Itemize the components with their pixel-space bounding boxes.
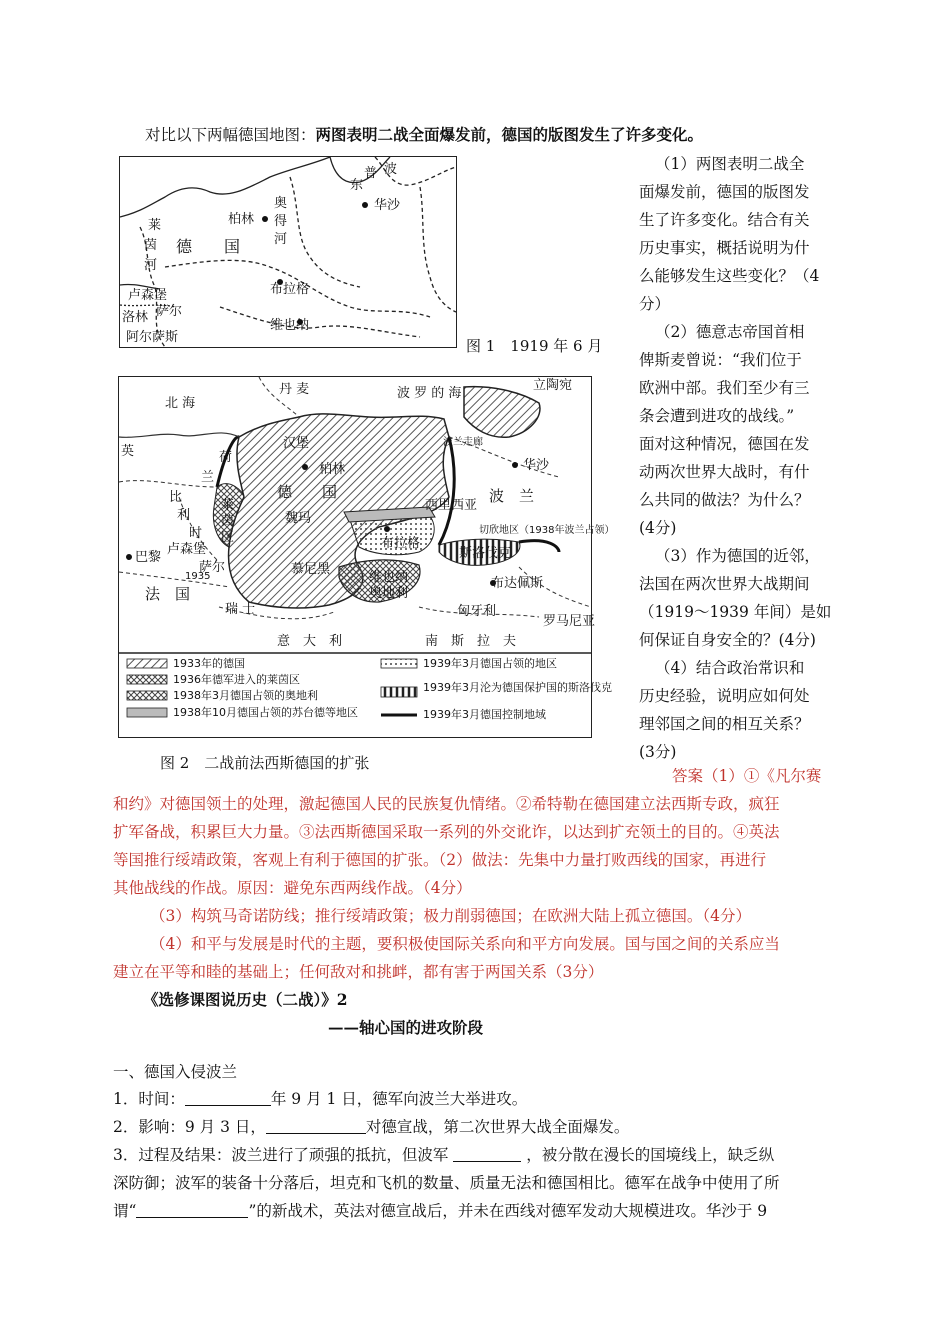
question-line: 面爆发前，德国的版图发 [639, 183, 810, 201]
fig2-label-belgium3: 时 [189, 526, 203, 541]
fig1-label-oder2: 得 [274, 214, 288, 229]
question-line: （1919～1939 年间）是如 [639, 603, 832, 621]
fig2-label-rhine2: 茵 [221, 514, 235, 529]
fig2-coast [119, 433, 239, 437]
fig1-label-luxembourg: 卢森堡 [128, 288, 168, 303]
fig2-prague-dot [384, 526, 390, 532]
fig2-label-lithuania: 立陶宛 [533, 378, 573, 393]
fig2-legend [127, 656, 612, 721]
question-line: (4分) [639, 519, 677, 537]
figure-2-map [118, 376, 615, 738]
fig2-label-switzerland: 瑞 士 [225, 602, 256, 617]
fig2-label-belgium2: 利 [177, 508, 191, 523]
blank-countries[interactable] [266, 1117, 366, 1134]
fig1-label-rhine3: 河 [144, 258, 158, 273]
question-line: 历史经验，说明应如何处 [639, 687, 810, 705]
question-line: 何保证自身安全的？(4分) [639, 631, 816, 649]
question-line: （1）两图表明二战全 [655, 155, 805, 173]
blank-tactic[interactable] [136, 1201, 248, 1218]
item-3-suffix: ，被分散在漫长的国境线上，缺乏纵 [526, 1146, 775, 1164]
fig2-label-budapest: 布达佩斯 [491, 576, 544, 591]
legend-label-1939: 1939年3月德国占领的地区 [423, 657, 557, 670]
question-line: 理邻国之间的相互关系？ [639, 715, 810, 733]
legend-swatch-austria [127, 691, 167, 700]
fig2-label-yugoslavia: 南 斯 拉 夫 [425, 634, 517, 649]
answer-3: （3）构筑马奇诺防线；推行绥靖政策；极力削弱德国；在欧洲大陆上孤立德国。（4分） [150, 907, 751, 925]
fig1-label-rhine1: 莱 [148, 218, 162, 233]
fig1-coast-north [120, 157, 330, 217]
fig2-label-munich: 慕尼黑 [291, 562, 331, 577]
question-line: 历史事实，概括说明为什 [639, 239, 810, 257]
fig2-label-rhine1: 莱 [221, 498, 235, 513]
fig1-label-vienna: 维也纳 [270, 318, 310, 333]
item-3-line-1 [113, 1141, 841, 1170]
figure-1-map [119, 156, 457, 348]
fig2-label-luxembourg: 卢森堡 [167, 542, 207, 557]
legend-label-rhineland: 1936年德军进入的莱茵区 [173, 673, 300, 686]
item-1-suffix: 年 9 月 1 日，德军向波兰大举进攻。 [270, 1090, 528, 1108]
fig2-berlin-dot [302, 464, 308, 470]
answer-lead: 答案（1）①《凡尔赛 [672, 767, 822, 785]
fig2-label-vienna: 维也纳 [369, 570, 409, 585]
legend-label-slovakia: 1939年3月沦为德国保护国的斯洛伐克 [423, 681, 612, 694]
fig2-east-prussia [464, 387, 540, 438]
item-3-quote-open: 谓“ [113, 1202, 137, 1220]
intro-bold: 两图表明二战全面爆发前，德国的版图发生了许多变化。 [315, 125, 704, 144]
answer-4-line: （4）和平与发展是时代的主题，要积极使国际关系向和平方向发展。国与国之间的关系应当 [150, 935, 780, 953]
fig1-berlin-dot [262, 216, 268, 222]
fig1-border-oder [290, 177, 360, 287]
figure-2-caption: 图 2 二战前法西斯德国的扩张 [160, 754, 370, 772]
question-line: 么能够发生这些变化？（4 [639, 267, 820, 285]
answer-line: 等国推行绥靖政策，客观上有利于德国的扩张。（2）做法：先集中力量打败西线的国家，再进行 [113, 851, 767, 869]
fig1-label-prague: 布拉格 [270, 282, 310, 297]
item-2 [113, 1113, 841, 1142]
fig2-label-england: 英 [121, 444, 135, 459]
question-line: (3分) [639, 743, 677, 761]
item-2-suffix: 对德宣战，第二次世界大战全面爆发。 [365, 1118, 630, 1136]
fig1-label-prussia: 普 [364, 166, 378, 181]
fig1-label-rhine2: 茵 [144, 238, 158, 253]
fig2-label-italy: 意 大 利 [277, 634, 343, 649]
blank-year[interactable] [185, 1089, 271, 1106]
item-3-line-3-suffix: ”的新战术，英法对德宣战后，并未在西线对德军发动大规模进攻。华沙于 9 [248, 1202, 768, 1220]
fig2-label-saar-year: 1935 [185, 571, 211, 582]
question-line: 面对这种情况，德国在发 [639, 435, 810, 453]
fig1-label-berlin: 柏林 [228, 212, 255, 227]
item-3-line-2: 深防御；波军的装备十分落后，坦克和飞机的数量、质量无法和德国相比。德军在战争中使用了所 [113, 1174, 780, 1192]
section-title: 《选修课图说历史（二战）》2 [143, 990, 348, 1009]
section-subtitle: ——轴心国的进攻阶段 [328, 1018, 484, 1037]
fig1-warsaw-dot [362, 202, 368, 208]
legend-label-sudeten: 1938年10月德国占领的苏台德等地区 [173, 706, 358, 719]
legend-swatch-sudeten [127, 708, 167, 717]
fig1-border-austria [220, 307, 420, 337]
fig1-label-east: 东 [350, 178, 364, 193]
legend-swatch-1939 [381, 659, 417, 668]
legend-swatch-slovakia [381, 687, 417, 697]
fig2-label-hamburg: 汉堡 [283, 436, 310, 451]
legend-swatch-rhineland [127, 675, 167, 684]
fig1-label-oder3: 河 [274, 232, 288, 247]
intro-prefix: 对比以下两幅德国地图： [145, 126, 316, 144]
fig1-label-germany: 德 国 [176, 237, 241, 256]
section-heading: 一、德国入侵波兰 [113, 1063, 238, 1081]
question-line: 法国在两次世界大战期间 [639, 575, 810, 593]
item-1-prefix: 1．时间： [113, 1090, 185, 1108]
fig1-border-poland [420, 187, 456, 312]
fig2-label-netherlands: 荷 [219, 450, 233, 465]
question-line: 动两次世界大战时，有什 [639, 463, 810, 481]
blank-deployment[interactable] [453, 1145, 521, 1162]
question-line: 条会遭到进攻的战线。” [639, 407, 795, 425]
fig2-label-rhine3: 区 [221, 530, 235, 545]
question-line: （3）作为德国的近邻， [655, 547, 820, 565]
item-2-prefix: 2．影响：9 月 3 日， [113, 1118, 266, 1136]
answer-line: 和约》对德国领土的处理，激起德国人民的民族复仇情绪。②希特勒在德国建立法西斯专政，疯狂 [113, 795, 780, 813]
answer-line: 其他战线的作战。原因：避免东西两线作战。（4分） [113, 879, 472, 897]
fig2-label-hungary: 匈牙利 [457, 604, 497, 619]
fig1-label-alsace: 阿尔萨斯 [126, 330, 179, 345]
fig1-label-poland-corridor: 波 [384, 162, 398, 177]
item-3-prefix: 3．过程及结果：波兰进行了顽强的抵抗，但波军 [113, 1146, 449, 1164]
question-line: 生了许多变化。结合有关 [639, 211, 810, 229]
intro-line [145, 121, 703, 149]
fig2-label-belgium1: 比 [169, 490, 183, 505]
question-line: 分） [639, 295, 671, 313]
fig2-label-baltic: 波 罗 的 海 [397, 386, 462, 401]
fig1-label-warsaw: 华沙 [374, 198, 401, 213]
fig2-warsaw-dot [512, 462, 518, 468]
fig2-label-germany: 德 国 [277, 483, 338, 501]
fig2-label-paris: 巴黎 [135, 550, 162, 565]
question-line: 俾斯麦曾说：“我们位于 [639, 351, 802, 369]
question-line: 欧洲中部。我们至少有三 [639, 379, 810, 397]
fig1-label-lorraine: 洛林 [122, 310, 149, 325]
fig2-label-romania: 罗马尼亚 [543, 614, 596, 629]
fig2-label-corridor: 波兰走廊 [443, 437, 483, 448]
fig2-label-poland: 波 兰 [489, 487, 535, 505]
fig2-label-denmark: 丹 麦 [279, 382, 310, 397]
figure-2-svg [119, 377, 615, 737]
fig2-label-weimar: 魏玛 [285, 511, 312, 526]
legend-swatch-1933 [127, 659, 167, 668]
fig2-label-netherlands2: 兰 [201, 470, 215, 485]
figure-1-svg [120, 157, 456, 347]
fig2-label-austria: 奥地利 [369, 586, 409, 601]
fig2-label-silesia: 西里西亚 [425, 498, 478, 513]
legend-label-austria: 1938年3月德国占领的奥地利 [173, 689, 318, 702]
answer-line: 扩军备战，积累巨大力量。③法西斯德国采取一系列的外交讹诈，以达到扩充领土的目的。④英法 [113, 823, 780, 841]
fig1-label-saar: 萨尔 [156, 304, 183, 319]
fig2-label-teschen: 切欣地区（1938年波兰占领） [479, 525, 615, 536]
legend-label-control: 1939年3月德国控制地域 [423, 708, 546, 721]
fig2-label-slovakia: 斯洛伐克 [459, 546, 512, 561]
question-line: （4）结合政治常识和 [655, 659, 805, 677]
fig1-label-oder1: 奥 [274, 196, 288, 211]
fig2-label-north-sea: 北 海 [165, 396, 196, 411]
legend-label-1933: 1933年的德国 [173, 657, 245, 670]
question-line: （2）德意志帝国首相 [655, 323, 805, 341]
answer-4-line: 建立在平等和睦的基础上；任何敌对和挑衅，都有害于两国关系（3分） [113, 963, 604, 981]
fig2-label-prague: 布拉格 [381, 536, 421, 551]
item-1 [113, 1085, 841, 1114]
fig2-label-france: 法 国 [145, 585, 191, 603]
item-3-line-3 [113, 1197, 841, 1226]
fig2-label-warsaw: 华沙 [523, 458, 550, 473]
fig2-paris-dot [126, 554, 132, 560]
fig2-label-saar: 萨尔 [199, 560, 226, 575]
question-line: 么共同的做法？为什么？ [639, 491, 810, 509]
figure-1-caption: 图 1 1919 年 6 月 [466, 337, 603, 355]
fig2-label-berlin: 柏林 [319, 462, 346, 477]
